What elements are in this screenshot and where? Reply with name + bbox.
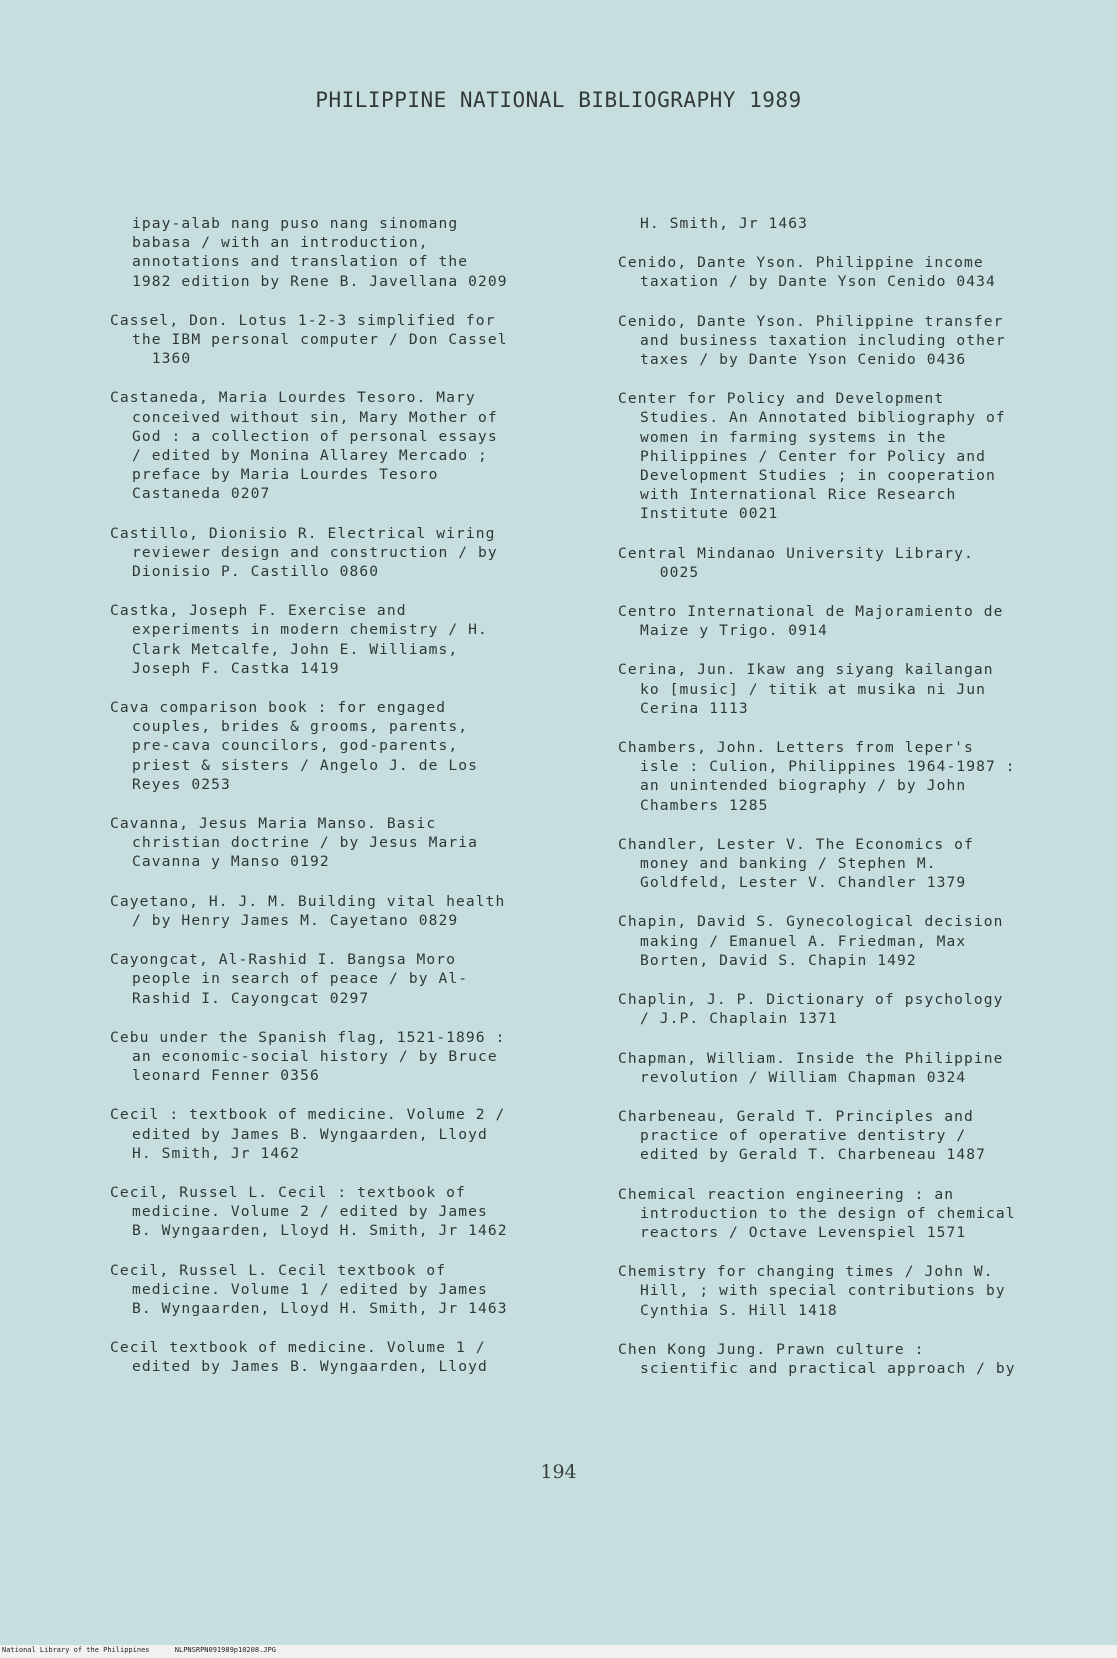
entry-line: Cenido, Dante Yson. Philippine transfer bbox=[618, 312, 1004, 330]
bibliography-entry bbox=[618, 912, 1100, 970]
right-column bbox=[618, 214, 1100, 1398]
entry-line: Castaneda, Maria Lourdes Tesoro. Mary bbox=[110, 389, 476, 407]
entry-line: Borten, David S. Chapin 1492 bbox=[640, 951, 917, 969]
entry-line: Cynthia S. Hill 1418 bbox=[640, 1301, 838, 1319]
entry-line: Central Mindanao University Library. bbox=[618, 544, 974, 562]
entry-line: introduction to the design of chemical bbox=[640, 1204, 1016, 1222]
entry-line: Centro International de Majoramiento de bbox=[618, 603, 1004, 621]
bibliography-entry bbox=[618, 835, 1100, 893]
bibliography-entry bbox=[618, 389, 1100, 523]
entry-line: money and banking / Stephen M. bbox=[640, 855, 937, 873]
bibliography-entry bbox=[618, 660, 1100, 718]
entry-line: edited by Gerald T. Charbeneau 1487 bbox=[640, 1146, 987, 1164]
entry-line: edited by James B. Wyngaarden, Lloyd bbox=[132, 1125, 488, 1143]
entry-line: Cassel, Don. Lotus 1-2-3 simplified for bbox=[110, 311, 496, 329]
bibliography-entry bbox=[618, 1049, 1100, 1087]
entry-line: B. Wyngaarden, Lloyd H. Smith, Jr 1463 bbox=[132, 1299, 508, 1317]
bibliography-entry bbox=[110, 814, 580, 872]
entry-line: B. Wyngaarden, Lloyd H. Smith, Jr 1462 bbox=[132, 1222, 508, 1240]
entry-line: preface by Maria Lourdes Tesoro bbox=[132, 466, 439, 484]
left-column bbox=[110, 214, 580, 1397]
entry-line: scientific and practical approach / by bbox=[640, 1359, 1016, 1377]
entry-line: practice of operative dentistry / bbox=[640, 1127, 967, 1145]
bibliography-entry bbox=[618, 738, 1100, 815]
entry-line: Castaneda 0207 bbox=[132, 485, 271, 503]
entry-line: Cerina, Jun. Ikaw ang siyang kailangan bbox=[618, 661, 994, 679]
entry-line: / edited by Monina Allarey Mercado ; bbox=[132, 447, 488, 465]
entry-line: Cava comparison book : for engaged bbox=[110, 699, 447, 717]
entry-line: Cebu under the Spanish flag, 1521-1896 : bbox=[110, 1028, 506, 1046]
bibliography-entry bbox=[618, 1262, 1100, 1320]
entry-line: H. Smith, Jr 1463 bbox=[640, 215, 809, 232]
entry-line: Maize y Trigo. 0914 bbox=[640, 622, 828, 640]
entry-line: reviewer design and construction / by bbox=[132, 543, 498, 561]
entry-line: God : a collection of personal essays bbox=[132, 427, 498, 445]
entry-line: Cayetano, H. J. M. Building vital health bbox=[110, 892, 506, 910]
entry-line: isle : Culion, Philippines 1964-1987 : bbox=[640, 758, 1016, 776]
entry-line: medicine. Volume 2 / edited by James bbox=[132, 1203, 488, 1221]
entry-line: Cecil textbook of medicine. Volume 1 / bbox=[110, 1339, 486, 1357]
bibliography-entry bbox=[110, 892, 580, 930]
entry-line: edited by James B. Wyngaarden, Lloyd bbox=[132, 1358, 488, 1376]
scan-footer-text: National Library of the Philippines NLPNSRPN091989p10208.JPG bbox=[2, 1646, 276, 1654]
entry-line: the IBM personal computer / Don Cassel bbox=[132, 331, 508, 349]
entry-line: conceived without sin, Mary Mother of bbox=[132, 408, 498, 426]
bibliography-entry bbox=[618, 1340, 1100, 1378]
bibliography-entry bbox=[110, 311, 580, 369]
entry-line: Cenido, Dante Yson. Philippine income bbox=[618, 254, 984, 272]
entry-line: experiments in modern chemistry / H. bbox=[132, 621, 488, 639]
entry-line: / by Henry James M. Cayetano 0829 bbox=[132, 911, 459, 929]
entry-line: with International Rice Research bbox=[640, 486, 957, 504]
entry-line: priest & sisters / Angelo J. de Los bbox=[132, 756, 479, 774]
entry-line: Chemistry for changing times / John W. bbox=[618, 1263, 994, 1281]
entry-line: taxes / by Dante Yson Cenido 0436 bbox=[640, 351, 967, 369]
entry-line: an unintended biography / by John bbox=[640, 777, 967, 795]
entry-line: women in farming systems in the bbox=[640, 428, 947, 446]
entry-line: Clark Metcalfe, John E. Williams, bbox=[132, 640, 459, 658]
entry-line: Castka, Joseph F. Exercise and bbox=[110, 602, 407, 620]
entry-line: Castillo, Dionisio R. Electrical wiring bbox=[110, 524, 496, 542]
bibliography-entry bbox=[110, 1338, 580, 1376]
entry-line: Chen Kong Jung. Prawn culture : bbox=[618, 1340, 925, 1358]
entry-line: Philippines / Center for Policy and bbox=[640, 447, 987, 465]
bibliography-entry bbox=[110, 388, 580, 503]
entry-line: people in search of peace / by Al- bbox=[132, 970, 469, 988]
entry-line: ko [music] / titik at musika ni Jun bbox=[640, 680, 987, 698]
page-number: 194 bbox=[540, 1461, 577, 1483]
bibliography-entry bbox=[110, 1261, 580, 1319]
entry-line: Chandler, Lester V. The Economics of bbox=[618, 835, 974, 853]
entry-line: pre-cava councilors, god-parents, bbox=[132, 737, 459, 755]
entry-line: Cayongcat, Al-Rashid I. Bangsa Moro bbox=[110, 951, 457, 969]
entry-line: Institute 0021 bbox=[640, 505, 779, 523]
entry-line: Cerina 1113 bbox=[640, 699, 749, 717]
bibliography-entry bbox=[618, 602, 1100, 640]
entry-line: 1982 edition by Rene B. Javellana 0209 bbox=[132, 272, 508, 290]
entry-line: / J.P. Chaplain 1371 bbox=[640, 1010, 838, 1028]
entry-line: and business taxation including other bbox=[640, 331, 1006, 349]
bibliography-entry bbox=[618, 214, 1100, 233]
entry-line: babasa / with an introduction, bbox=[132, 234, 429, 252]
entry-line: Cecil, Russel L. Cecil : textbook of bbox=[110, 1183, 466, 1201]
entry-line: Cavanna y Manso 0192 bbox=[132, 853, 330, 871]
page-title: PHILIPPINE NATIONAL BIBLIOGRAPHY 1989 bbox=[315, 88, 802, 112]
entry-line: Hill, ; with special contributions by bbox=[640, 1282, 1006, 1300]
entry-line: H. Smith, Jr 1462 bbox=[132, 1144, 301, 1162]
bibliography-entry bbox=[110, 214, 580, 291]
entry-line: Reyes 0253 bbox=[132, 775, 231, 793]
scan-footer bbox=[0, 1645, 1117, 1658]
entry-line: Cecil, Russel L. Cecil textbook of bbox=[110, 1261, 447, 1279]
entry-line: leonard Fenner 0356 bbox=[132, 1067, 320, 1085]
entry-line: couples, brides & grooms, parents, bbox=[132, 718, 469, 736]
entry-line: 1360 bbox=[132, 350, 192, 368]
entry-line: annotations and translation of the bbox=[132, 253, 469, 271]
entry-line: Chapin, David S. Gynecological decision bbox=[618, 913, 1004, 931]
entry-line: Cecil : textbook of medicine. Volume 2 / bbox=[110, 1106, 506, 1124]
entry-line: Chambers, John. Letters from leper's bbox=[618, 739, 974, 757]
entry-line: Charbeneau, Gerald T. Principles and bbox=[618, 1107, 974, 1125]
bibliography-entry bbox=[110, 524, 580, 582]
entry-line: Studies. An Annotated bibliography of bbox=[640, 409, 1006, 427]
entry-line: medicine. Volume 1 / edited by James bbox=[132, 1280, 488, 1298]
bibliography-entry bbox=[110, 698, 580, 794]
bibliography-entry bbox=[110, 601, 580, 678]
bibliography-entry bbox=[618, 544, 1100, 582]
bibliography-entry bbox=[618, 253, 1100, 291]
entry-line: taxation / by Dante Yson Cenido 0434 bbox=[640, 273, 996, 291]
entry-line: an economic-social history / by Bruce bbox=[132, 1047, 498, 1065]
entry-line: Cavanna, Jesus Maria Manso. Basic bbox=[110, 815, 437, 833]
bibliography-entry bbox=[618, 1107, 1100, 1165]
entry-line: Rashid I. Cayongcat 0297 bbox=[132, 989, 370, 1007]
entry-line: ipay-alab nang puso nang sinomang bbox=[132, 215, 459, 232]
entry-line: Center for Policy and Development bbox=[618, 390, 945, 408]
entry-line: Chambers 1285 bbox=[640, 796, 769, 814]
entry-line: Chapman, William. Inside the Philippine bbox=[618, 1049, 1004, 1067]
bibliography-entry bbox=[110, 950, 580, 1008]
bibliography-entry bbox=[110, 1105, 580, 1163]
entry-line: making / Emanuel A. Friedman, Max bbox=[640, 932, 967, 950]
bibliography-entry bbox=[618, 990, 1100, 1028]
entry-line: Joseph F. Castka 1419 bbox=[132, 659, 340, 677]
bibliography-entry bbox=[110, 1183, 580, 1241]
entry-line: Goldfeld, Lester V. Chandler 1379 bbox=[640, 874, 967, 892]
entry-line: Chemical reaction engineering : an bbox=[618, 1185, 955, 1203]
bibliography-entry bbox=[618, 1185, 1100, 1243]
entry-line: Chaplin, J. P. Dictionary of psychology bbox=[618, 991, 1004, 1009]
bibliography-entry bbox=[110, 1028, 580, 1086]
bibliography-entry bbox=[618, 312, 1100, 370]
entry-line: reactors / Octave Levenspiel 1571 bbox=[640, 1223, 967, 1241]
entry-line: revolution / William Chapman 0324 bbox=[640, 1068, 967, 1086]
entry-line: christian doctrine / by Jesus Maria bbox=[132, 834, 479, 852]
entry-line: 0025 bbox=[640, 563, 700, 581]
entry-line: Development Studies ; in cooperation bbox=[640, 467, 996, 485]
entry-line: Dionisio P. Castillo 0860 bbox=[132, 563, 380, 581]
